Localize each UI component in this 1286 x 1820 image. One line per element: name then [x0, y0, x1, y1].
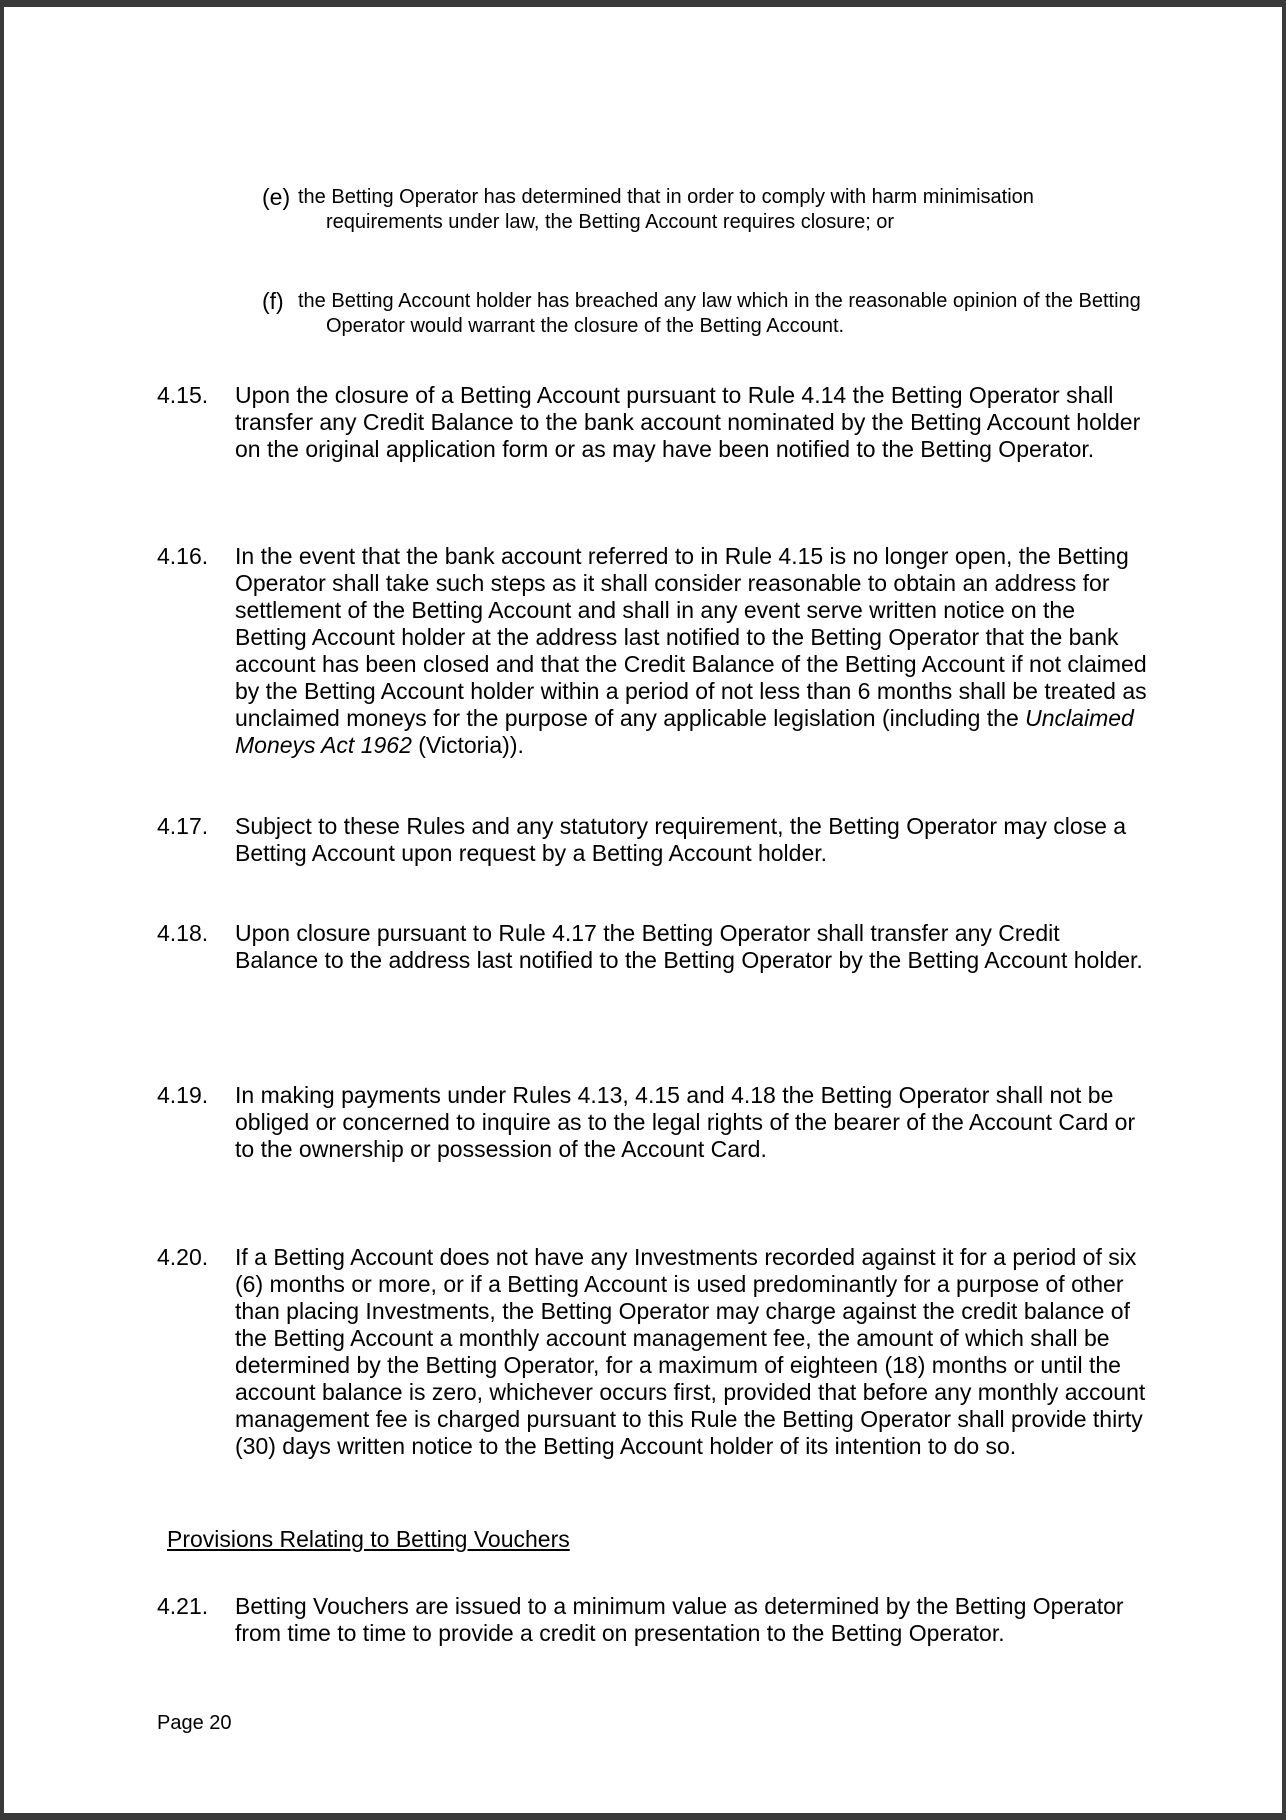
clause-text: In making payments under Rules 4.13, 4.15 and 4.18 the Betting Operator shall not be obliged or concerned to inquire as to the legal rights of the bearer of the Account Card or to the ownership or possession of the Account Card. [235, 1082, 1136, 1162]
clause-number: 4.19. [157, 1082, 209, 1108]
clause-number: 4.15. [157, 382, 209, 408]
clause-number: 4.20. [157, 1244, 209, 1270]
subclause-label: (e) [262, 184, 291, 210]
subclause-label: (f) [262, 288, 284, 314]
clause-number: 4.16. [157, 543, 209, 569]
clause-4-18 [157, 920, 1147, 974]
clause-text: Betting Vouchers are issued to a minimum value as determined by the Betting Operator from time to time to provide a credit on presentation to the Betting Operator. [235, 1593, 1124, 1646]
subclause-e [262, 185, 1142, 235]
clause-4-17 [157, 813, 1147, 867]
subclause-text: the Betting Account holder has breached any law which in the reasonable opinion of the Betting Operator would warrant the closure of the Betting Account. [298, 290, 1141, 337]
clause-4-15 [157, 382, 1147, 463]
clause-text-part: (Victoria)). [411, 732, 524, 758]
subclause-text: the Betting Operator has determined that in order to comply with harm minimisation requirements under law, the Betting Account requires closure; or [298, 186, 1034, 233]
clause-text-part: In the event that the bank account referred to in Rule 4.15 is no longer open, the Betting Operator shall take such steps as it shall consider reasonable to obtain an address for settlement of the Betting Account and shall in any event serve written notice on the Betting Account holder at the address last notified to the Betting Operator that the bank account has been closed and that the Credit Balance of the Betting Account if not claimed by the Betting Account holder within a period of not less than 6 months shall be treated as unclaimed moneys for the purpose of any applicable legislation (including the [235, 543, 1147, 731]
clause-4-19 [157, 1082, 1147, 1163]
act-title: Unclaimed Moneys Act 1962 [235, 705, 1134, 758]
section-heading: Provisions Relating to Betting Vouchers [167, 1526, 570, 1552]
clause-4-16 [157, 543, 1147, 759]
clause-text [235, 543, 1147, 759]
clause-4-20 [157, 1244, 1147, 1460]
clause-text: Subject to these Rules and any statutory requirement, the Betting Operator may close a Betting Account upon request by a Betting Account holder. [235, 813, 1127, 866]
clause-text: If a Betting Account does not have any Investments recorded against it for a period of six (6) months or more, or if a Betting Account is used predominantly for a purpose of other than placing Investments, the Betting Operator may charge against the credit balance of the Betting Account a monthly account management fee, the amount of which shall be determined by the Betting Operator, for a maximum of eighteen (18) months or until the account balance is zero, whichever occurs first, provided that before any monthly account management fee is charged pursuant to this Rule the Betting Operator shall provide thirty (30) days written notice to the Betting Account holder of its intention to do so. [235, 1244, 1146, 1459]
clause-number: 4.17. [157, 813, 209, 839]
document-page [4, 7, 1282, 1813]
clause-text: Upon closure pursuant to Rule 4.17 the Betting Operator shall transfer any Credit Balance to the address last notified to the Betting Operator by the Betting Account holder. [235, 920, 1143, 973]
clause-number: 4.18. [157, 920, 209, 946]
page-number: Page 20 [157, 1712, 232, 1734]
subclause-f [262, 289, 1142, 339]
clause-text: Upon the closure of a Betting Account pursuant to Rule 4.14 the Betting Operator shall transfer any Credit Balance to the bank account nominated by the Betting Account holder on the original application form or as may have been notified to the Betting Operator. [235, 382, 1141, 462]
clause-4-21 [157, 1593, 1147, 1647]
clause-number: 4.21. [157, 1593, 209, 1619]
